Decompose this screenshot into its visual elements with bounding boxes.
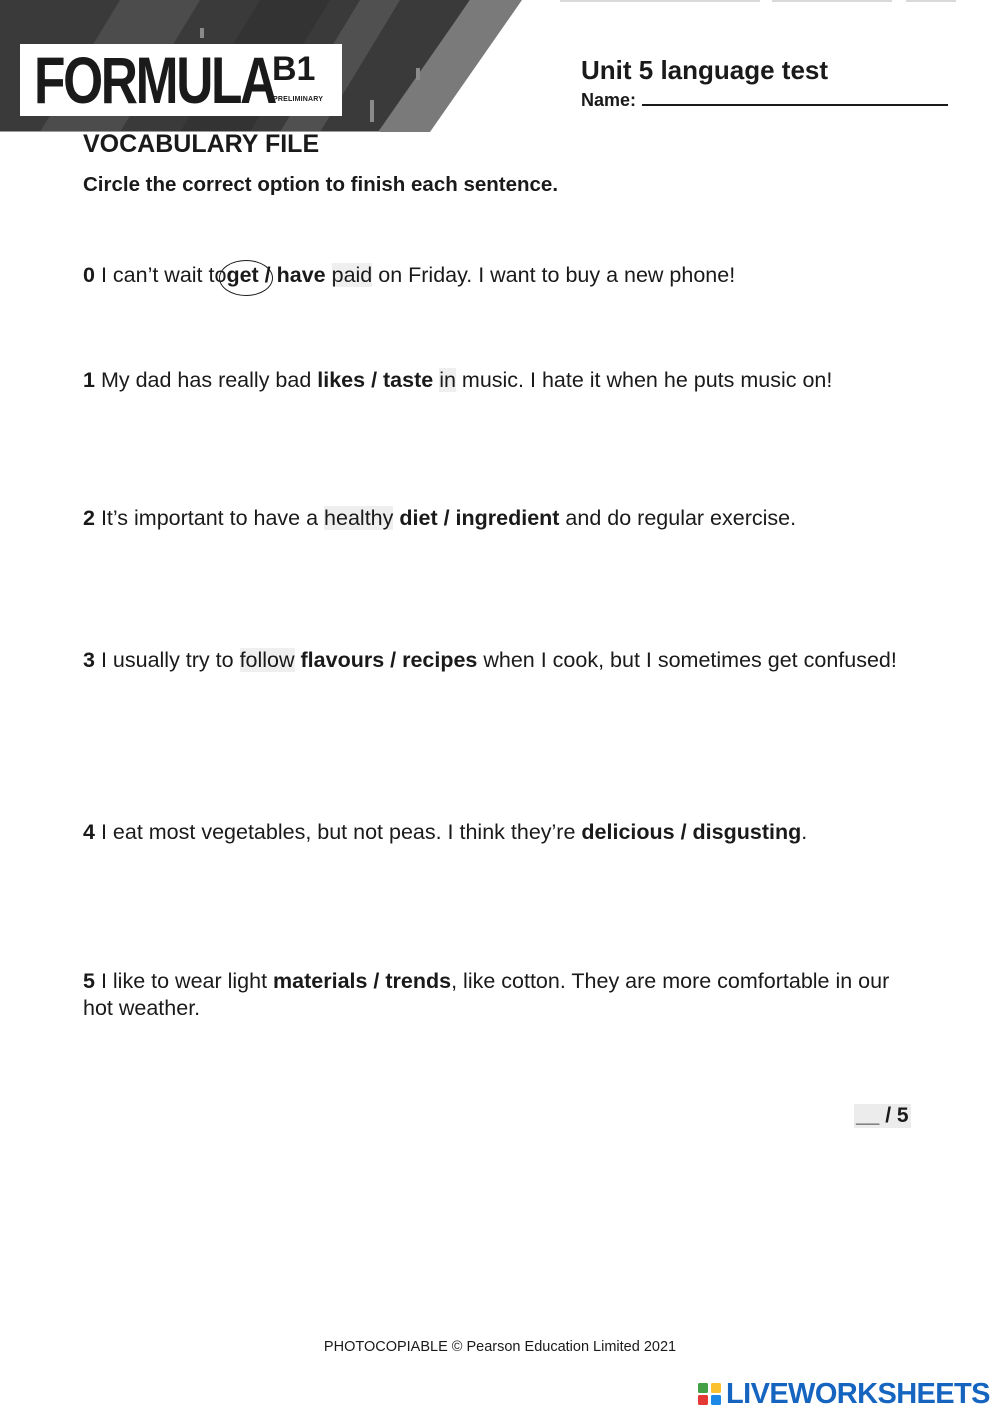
option-a[interactable]: flavours xyxy=(300,648,385,672)
option-b[interactable]: have xyxy=(276,263,326,287)
option-b[interactable]: disgusting xyxy=(692,820,802,844)
option-separator: / xyxy=(258,263,277,287)
option-separator: / xyxy=(674,820,693,844)
section-title: VOCABULARY FILE xyxy=(83,130,320,158)
question-2 xyxy=(83,505,923,532)
option-separator: / xyxy=(384,648,403,672)
question-3 xyxy=(83,647,923,674)
name-field[interactable] xyxy=(581,87,948,111)
instruction: Circle the correct option to finish each sentence. xyxy=(83,173,559,196)
question-text-after: music. I hate it when he puts music on! xyxy=(455,368,833,392)
question-text-after: , like cotton. They are more comfortable in our hot weather. xyxy=(83,969,890,1020)
option-b[interactable]: trends xyxy=(385,969,452,993)
footer-copyright: PHOTOCOPIABLE © Pearson Education Limited 2021 xyxy=(323,1339,677,1355)
option-a: get xyxy=(226,263,259,287)
option-a-circled[interactable] xyxy=(226,263,258,287)
option-b[interactable]: recipes xyxy=(402,648,478,672)
score-box: __ / 5 xyxy=(856,1104,909,1127)
option-separator: / xyxy=(367,969,386,993)
question-text-after: when I cook, but I sometimes get confused! xyxy=(477,648,897,672)
question-number: 1 xyxy=(83,368,95,392)
option-separator: / xyxy=(365,368,384,392)
name-input-line[interactable] xyxy=(642,87,948,106)
question-text-before: It’s important to have a xyxy=(100,506,325,530)
question-number: 4 xyxy=(83,820,95,844)
option-b[interactable]: taste xyxy=(383,368,434,392)
formula-logo xyxy=(20,44,342,116)
unit-title: Unit 5 language test xyxy=(581,55,829,85)
question-text-before: I can’t wait to xyxy=(100,263,227,287)
option-a[interactable]: materials xyxy=(273,969,368,993)
question-text-after: . xyxy=(801,820,808,844)
question-number: 0 xyxy=(83,263,95,287)
question-text-before: I like to wear light xyxy=(100,969,274,993)
liveworksheets-text: LIVEWORKSHEETS xyxy=(726,1377,990,1410)
option-a[interactable]: diet xyxy=(399,506,438,530)
option-b[interactable]: ingredient xyxy=(455,506,560,530)
answer-circle xyxy=(219,260,273,296)
logo-level: B1 xyxy=(272,50,316,88)
question-1 xyxy=(83,367,923,394)
name-label: Name: xyxy=(581,90,637,110)
top-rule xyxy=(772,0,892,2)
question-4 xyxy=(83,819,923,846)
option-a[interactable]: likes xyxy=(317,368,366,392)
logo-level-sub: PRELIMINARY xyxy=(273,96,324,103)
question-text-before: I eat most vegetables, but not peas. I think they’re xyxy=(100,820,582,844)
question-number: 3 xyxy=(83,648,95,672)
liveworksheets-logo-icon xyxy=(697,1381,723,1407)
top-rule xyxy=(560,0,760,2)
option-a[interactable]: delicious xyxy=(581,820,675,844)
question-text-before: My dad has really bad xyxy=(100,368,318,392)
question-text-after: on Friday. I want to buy a new phone! xyxy=(372,263,736,287)
liveworksheets-watermark xyxy=(697,1376,990,1412)
question-5 xyxy=(83,968,923,1022)
question-number: 2 xyxy=(83,506,95,530)
highlighted-word: in xyxy=(439,368,456,392)
logo-brand-text: FORMULA xyxy=(34,43,275,117)
top-rule xyxy=(906,0,956,2)
question-text-before: I usually try to xyxy=(100,648,240,672)
question-number: 5 xyxy=(83,969,95,993)
question-0 xyxy=(83,262,923,289)
question-text-after: and do regular exercise. xyxy=(559,506,797,530)
option-separator: / xyxy=(437,506,456,530)
highlighted-word: follow xyxy=(239,648,295,672)
highlighted-word: healthy xyxy=(324,506,394,530)
highlighted-word: paid xyxy=(331,263,373,287)
